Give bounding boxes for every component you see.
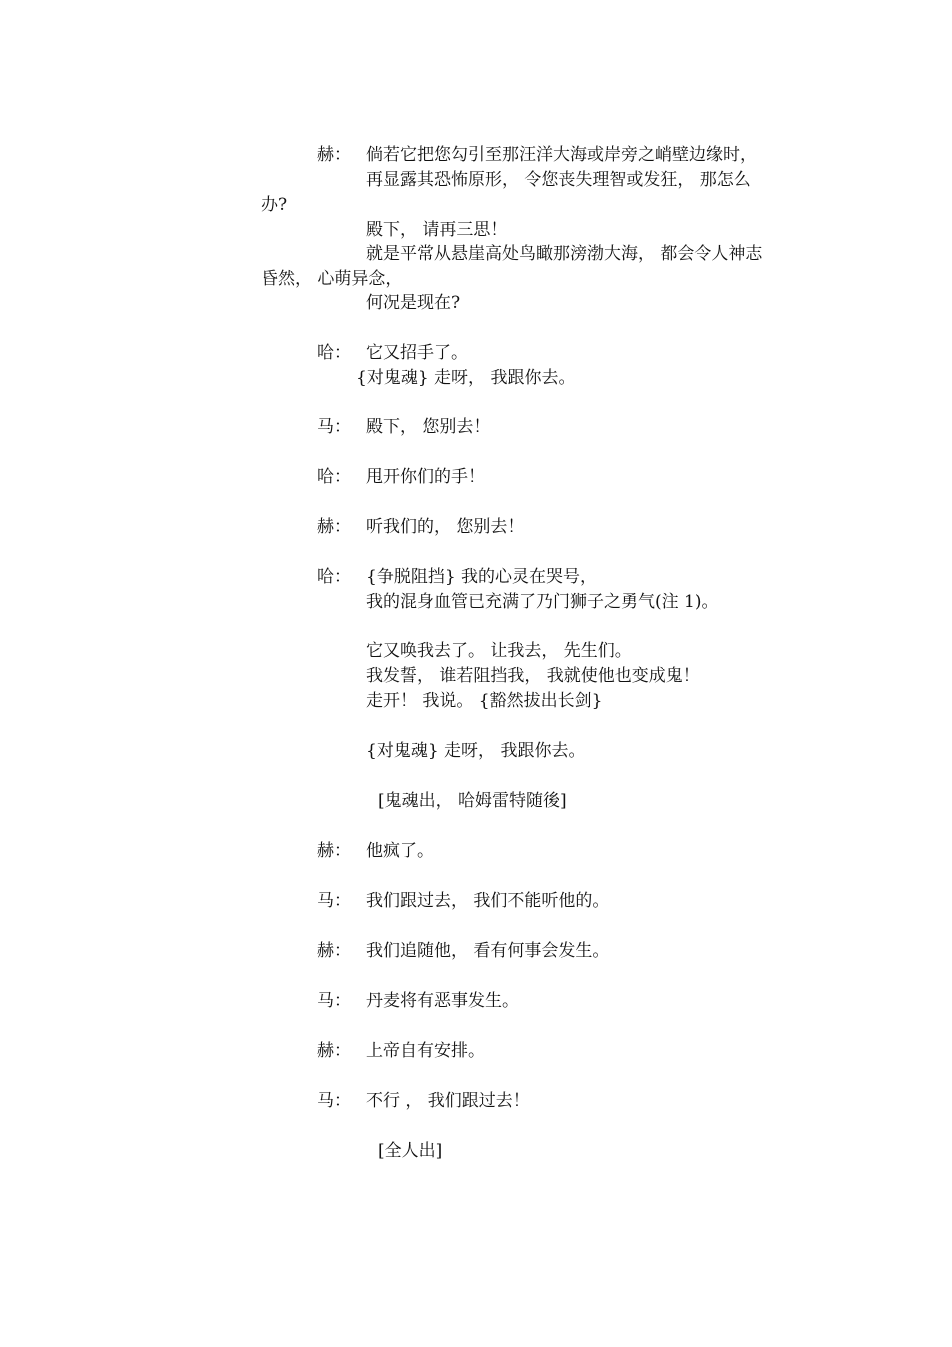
dialogue-line: 昏然， 心萌异念， — [261, 269, 403, 289]
dialogue-line: 殿下， 请再三思！ — [366, 220, 508, 240]
speaker-label: 赫： — [317, 941, 351, 961]
dialogue-line: 何况是现在? — [366, 293, 461, 313]
speaker-label: 赫： — [317, 145, 351, 165]
speaker-label: 赫： — [317, 1041, 351, 1061]
dialogue-line: 殿下， 您别去！ — [366, 417, 491, 437]
dialogue-line: {对鬼魂} 走呀， 我跟你去。 — [356, 368, 576, 388]
speaker-label: 马： — [317, 891, 351, 911]
dialogue-line: {对鬼魂} 走呀， 我跟你去。 — [366, 741, 586, 761]
speaker-label: 赫： — [317, 841, 351, 861]
dialogue-line: 他疯了。 — [366, 841, 434, 861]
dialogue-line: 我们追随他， 看有何事会发生。 — [366, 941, 610, 961]
speaker-label: 马： — [317, 1091, 351, 1111]
stage-direction: [全人出] — [378, 1141, 443, 1161]
dialogue-line: 我的混身血管已充满了乃门狮子之勇气(注 1)。 — [366, 592, 719, 612]
dialogue-line: 我发誓， 谁若阻挡我， 我就使他也变成鬼！ — [366, 666, 700, 686]
dialogue-line: 它又唤我去了。 让我去， 先生们。 — [366, 641, 632, 661]
dialogue-line: 它又招手了。 — [366, 343, 468, 363]
speaker-label: 哈： — [317, 567, 351, 587]
dialogue-line: 不行 ， 我们跟过去！ — [366, 1091, 530, 1111]
dialogue-line: 再显露其恐怖原形， 令您丧失理智或发狂， 那怎么 — [366, 170, 751, 190]
speaker-label: 哈： — [317, 467, 351, 487]
dialogue-line: 上帝自有安排。 — [366, 1041, 485, 1061]
dialogue-line: 走开！ 我说。 {豁然拔出长剑} — [366, 691, 603, 711]
speaker-label: 赫： — [317, 517, 351, 537]
dialogue-line: 甩开你们的手！ — [366, 467, 485, 487]
speaker-label: 哈： — [317, 343, 351, 363]
dialogue-line: 我们跟过去， 我们不能听他的。 — [366, 891, 610, 911]
dialogue-line: 办? — [261, 195, 288, 215]
dialogue-line: 听我们的， 您别去！ — [366, 517, 525, 537]
speaker-label: 马： — [317, 417, 351, 437]
speaker-label: 马： — [317, 991, 351, 1011]
stage-direction: [鬼魂出， 哈姆雷特随後] — [378, 791, 567, 811]
dialogue-line: {争脱阻挡} 我的心灵在哭号， — [366, 567, 598, 587]
dialogue-line: 倘若它把您勾引至那汪洋大海或岸旁之峭壁边缘时， — [366, 145, 757, 165]
dialogue-line: 就是平常从悬崖高处鸟瞰那滂渤大海， 都会令人神志 — [366, 244, 763, 264]
dialogue-line: 丹麦将有恶事发生。 — [366, 991, 519, 1011]
